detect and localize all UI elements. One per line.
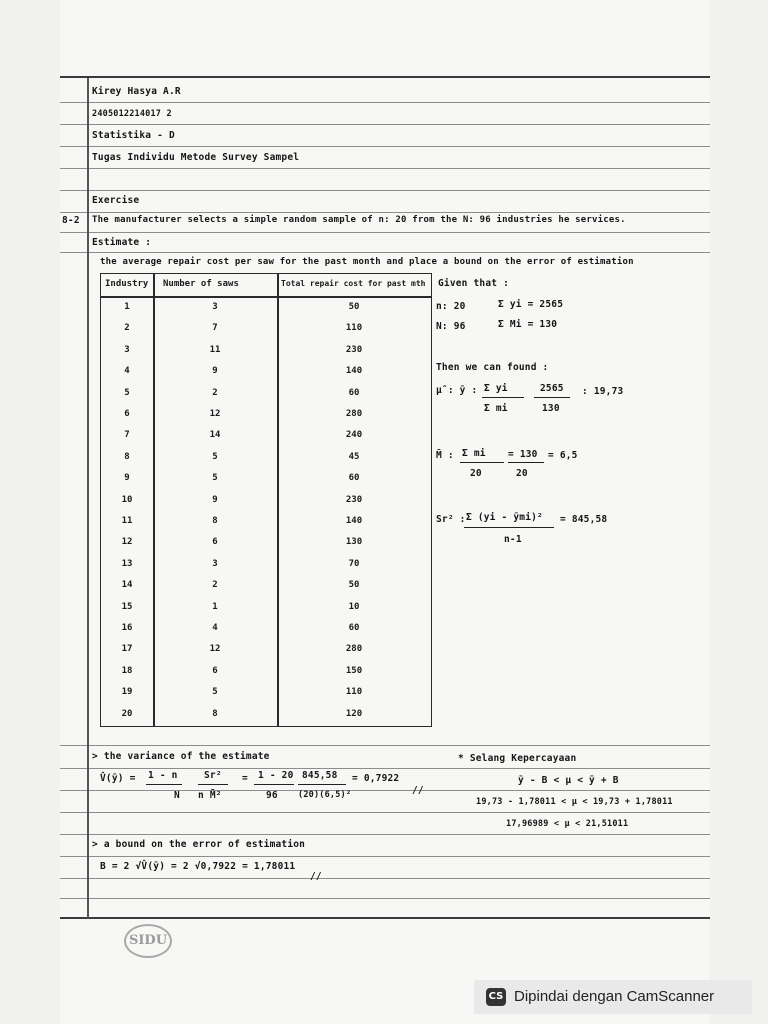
mbar-den-value: 20	[516, 468, 528, 479]
bound-heading: > a bound on the error of estimation	[92, 839, 306, 850]
cell-saws: 4	[212, 623, 218, 633]
cell-saws: 12	[209, 409, 221, 419]
cell-saws: 8	[212, 708, 218, 719]
exercise-number: 8-2	[62, 215, 80, 226]
cell-cost: 140	[345, 516, 363, 526]
table-row	[101, 469, 431, 491]
cell-industry: 17	[121, 644, 133, 655]
cell-industry: 2	[124, 323, 130, 334]
rule	[60, 124, 710, 125]
variance-f1-num: 1 - n	[148, 770, 178, 781]
cell-industry: 19	[121, 687, 133, 698]
mu-num-value: 2565	[540, 383, 564, 394]
cell-cost: 60	[348, 623, 360, 633]
table-row	[101, 598, 431, 620]
cell-cost: 120	[345, 708, 363, 719]
table-row	[101, 491, 431, 513]
cell-cost: 230	[345, 344, 363, 355]
cell-saws: 9	[212, 366, 218, 377]
notebook-logo: SIDU	[124, 924, 172, 958]
rule	[60, 190, 710, 191]
cell-saws: 2	[212, 580, 218, 591]
cell-industry: 11	[121, 516, 133, 526]
cell-saws: 5	[212, 687, 218, 698]
cell-saws: 12	[209, 644, 221, 655]
cell-cost: 140	[345, 366, 363, 377]
cell-cost: 280	[345, 409, 363, 419]
rule	[60, 168, 710, 169]
cell-saws: 8	[212, 516, 218, 526]
cell-industry: 14	[121, 580, 133, 591]
cell-industry: 9	[124, 473, 130, 484]
cell-industry: 8	[124, 451, 130, 462]
variance-f3-num: 1 - 20	[258, 770, 294, 781]
table-row	[101, 426, 431, 448]
rule	[60, 878, 710, 879]
fraction-bar	[198, 784, 228, 785]
given-N: N: 96	[436, 321, 466, 332]
table-row	[101, 555, 431, 577]
top-rule	[60, 76, 710, 78]
given-sum-m: Σ Mi = 130	[498, 319, 558, 330]
cell-industry: 7	[124, 430, 130, 441]
cell-industry: 13	[121, 558, 133, 569]
fraction-bar	[298, 784, 346, 785]
cell-cost: 70	[348, 558, 360, 569]
mbar-result: = 6,5	[548, 450, 578, 461]
sr-num: Σ (yi - ȳmi)²	[466, 512, 543, 523]
rule	[60, 898, 710, 899]
table-row	[101, 384, 431, 406]
table-row	[101, 619, 431, 641]
task-statement: the average repair cost per saw for the past month and place a bound on the error of estimation	[100, 257, 634, 267]
camscanner-text: Dipindai dengan CamScanner	[514, 988, 715, 1005]
table-row	[101, 683, 431, 705]
cell-saws: 9	[212, 494, 218, 505]
student-id: 2405012214017 2	[92, 109, 172, 119]
variance-f4-den: (20)(6,5)²	[298, 790, 352, 800]
cell-saws: 14	[209, 430, 221, 441]
mu-den-value: 130	[542, 403, 560, 414]
rule	[60, 146, 710, 147]
sr-result: = 845,58	[560, 514, 608, 525]
cell-industry: 4	[124, 366, 130, 377]
table-row	[101, 640, 431, 662]
cell-cost: 10	[348, 601, 360, 612]
cell-saws: 2	[212, 387, 218, 398]
end-mark: //	[412, 785, 424, 796]
cell-industry: 16	[121, 623, 133, 633]
given-sum-y: Σ yi = 2565	[498, 299, 564, 310]
mbar-num-value: = 130	[508, 449, 538, 460]
assignment-title: Tugas Individu Metode Survey Sampel	[92, 152, 300, 163]
mbar-lhs: M̄ :	[436, 450, 454, 461]
class-label: Statistika - D	[92, 130, 175, 141]
table-row	[101, 298, 431, 320]
mu-den: Σ mi	[484, 403, 508, 414]
cell-saws: 3	[212, 302, 218, 312]
variance-f2-num: Sr²	[204, 770, 222, 781]
fraction-bar	[464, 527, 554, 528]
exercise-heading: Exercise	[92, 195, 140, 206]
fraction-bar	[460, 462, 504, 463]
variance-f3-den: 96	[266, 790, 278, 801]
rule	[60, 745, 710, 746]
table-row	[101, 341, 431, 363]
mbar-num: Σ mi	[462, 448, 486, 459]
ci-line-2: 19,73 - 1,78011 < μ < 19,73 + 1,78011	[476, 797, 673, 807]
table-row	[101, 512, 431, 534]
variance-f4-num: 845,58	[302, 770, 338, 781]
cell-cost: 230	[345, 494, 363, 505]
cell-saws: 1	[212, 601, 218, 612]
mu-result: : 19,73	[582, 386, 624, 397]
student-name: Kirey Hasya A.R	[92, 86, 181, 97]
fraction-bar	[146, 784, 182, 785]
fraction-bar	[482, 397, 524, 398]
mu-lhs: μ̂ : ȳ :	[436, 385, 478, 396]
variance-f1-den: N	[174, 790, 180, 801]
cell-industry: 15	[121, 601, 133, 612]
camscanner-icon: CS	[486, 988, 506, 1006]
cell-saws: 6	[212, 665, 218, 676]
sr-den: n-1	[504, 534, 522, 545]
table-row	[101, 405, 431, 427]
bottom-rule	[60, 917, 710, 919]
header-saws: Number of saws	[163, 279, 239, 289]
cell-cost: 60	[348, 387, 360, 398]
ci-heading: * Selang Kepercayaan	[458, 753, 577, 764]
rule	[60, 790, 710, 791]
cell-industry: 5	[124, 387, 130, 398]
cell-cost: 110	[345, 323, 363, 334]
cell-industry: 20	[121, 708, 133, 719]
sr-lhs: Sr² :	[436, 514, 466, 525]
cell-saws: 3	[212, 558, 218, 569]
problem-statement: The manufacturer selects a simple random sample of n: 20 from the N: 96 industries he services.	[92, 215, 626, 225]
fraction-bar	[254, 784, 294, 785]
table-row	[101, 362, 431, 384]
cell-cost: 45	[348, 451, 360, 462]
table-row	[101, 662, 431, 684]
cell-cost: 150	[345, 665, 363, 676]
rule	[60, 768, 710, 769]
given-label: Given that :	[438, 278, 510, 289]
variance-heading: > the variance of the estimate	[92, 751, 270, 762]
cell-cost: 60	[348, 473, 360, 484]
cell-cost: 240	[345, 430, 363, 441]
ci-line-3: 17,96989 < μ < 21,51011	[506, 819, 629, 829]
header-industry: Industry	[105, 279, 149, 289]
table-row	[101, 533, 431, 555]
end-mark: //	[310, 871, 322, 882]
table-row	[101, 448, 431, 470]
cell-industry: 12	[121, 537, 133, 548]
repair-cost-table	[100, 273, 432, 727]
camscanner-watermark	[474, 980, 752, 1014]
fraction-bar	[534, 397, 570, 398]
mu-num: Σ yi	[484, 383, 508, 394]
cell-cost: 50	[348, 302, 360, 312]
cell-saws: 5	[212, 473, 218, 484]
cell-industry: 1	[124, 302, 130, 312]
table-row	[101, 705, 431, 727]
table-row	[101, 576, 431, 598]
bound-formula: B = 2 √V̂(ȳ) = 2 √0,7922 = 1,78011	[100, 861, 296, 872]
rule	[60, 856, 710, 857]
cell-cost: 50	[348, 580, 360, 591]
rule	[60, 252, 710, 253]
cell-saws: 11	[209, 344, 221, 355]
cell-industry: 6	[124, 409, 130, 419]
estimate-label: Estimate :	[92, 237, 152, 248]
rule	[60, 102, 710, 103]
rule	[60, 212, 710, 213]
variance-eq: =	[242, 773, 248, 784]
found-label: Then we can found :	[436, 362, 549, 373]
rule	[60, 812, 710, 813]
margin-line	[87, 78, 89, 918]
rule	[60, 834, 710, 835]
cell-saws: 6	[212, 537, 218, 548]
ci-line-1: ȳ - B < μ < ȳ + B	[518, 775, 619, 786]
cell-cost: 110	[345, 687, 363, 698]
table-row	[101, 319, 431, 341]
variance-f2-den: n M̄²	[198, 790, 222, 801]
variance-result: = 0,7922	[352, 773, 400, 784]
cell-saws: 7	[212, 323, 218, 334]
cell-cost: 130	[345, 537, 363, 548]
cell-saws: 5	[212, 451, 218, 462]
header-cost: Total repair cost for past mth	[281, 279, 426, 288]
cell-cost: 280	[345, 644, 363, 655]
cell-industry: 3	[124, 344, 130, 355]
cell-industry: 10	[121, 494, 133, 505]
rule	[60, 232, 710, 233]
fraction-bar	[508, 462, 544, 463]
cell-industry: 18	[121, 665, 133, 676]
mbar-den: 20	[470, 468, 482, 479]
given-n: n: 20	[436, 301, 466, 312]
variance-lhs: V̂(ȳ) =	[100, 773, 136, 784]
